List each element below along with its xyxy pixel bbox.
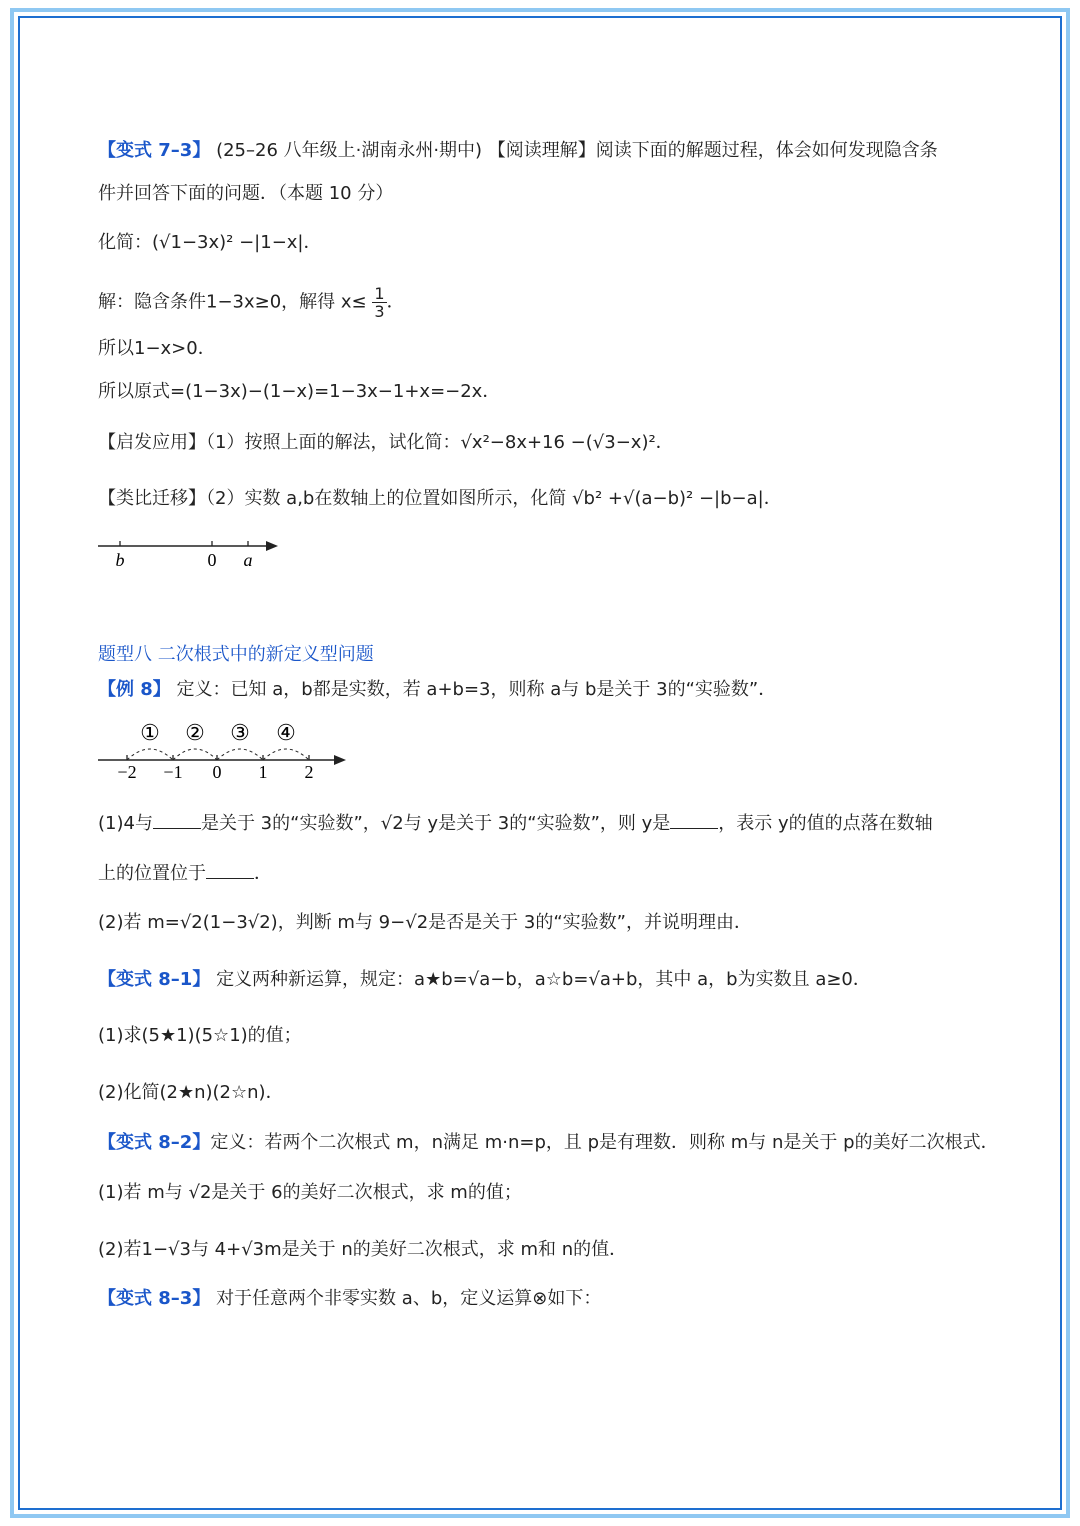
- fraction-one-third: [372, 285, 386, 320]
- v73-apply: 【启发应用】（1）按照上面的解法，试化简：√x²−8x+16 −(√3−x)²．: [98, 432, 674, 453]
- v73-solution: [98, 285, 405, 320]
- q1a-part2: 是关于 3的“实验数”，√2与 y是关于 3的“实验数”，则 y是: [200, 813, 671, 834]
- circled-labels: [140, 720, 296, 745]
- v73-so1: 所以1−x>0．: [98, 338, 216, 359]
- ex8-text: 定义：已知 a，b都是实数，若 a+b=3，则称 a与 b是关于 3的“实验数”．: [176, 679, 777, 700]
- arc-2: [173, 749, 217, 760]
- v73-analog: 【类比迁移】（2）实数 a,b在数轴上的位置如图所示，化简 √b² +√(a−b)² −|b−a|．: [98, 488, 782, 509]
- ex8-q2: (2)若 m=√2(1−3√2)，判断 m与 9−√2是否是关于 3的“实验数”，并说明理由．: [98, 912, 752, 933]
- ex8-q1b: [98, 862, 272, 886]
- v73-tag: 【变式 7–3】: [98, 140, 211, 161]
- tick-label-neg1: −1: [163, 762, 183, 782]
- v81-q2: (2)化简(2★n)(2☆n)．: [98, 1082, 284, 1103]
- axis-arrow: [334, 755, 346, 765]
- v83-line: [98, 1287, 601, 1311]
- v82-q2: (2)若1−√3与 4+√3m是关于 n的美好二次根式，求 m和 n的值．: [98, 1239, 628, 1260]
- v82-tag: 【变式 8–2】: [98, 1132, 211, 1153]
- axis-label-b: b: [115, 550, 125, 570]
- q1a-part1: (1)4与: [98, 813, 153, 834]
- v81-tag: 【变式 8–1】: [98, 969, 211, 990]
- v73-simplify: 化简：(√1−3x)² −|1−x|．: [98, 232, 322, 253]
- v83-tag: 【变式 8–3】: [98, 1288, 211, 1309]
- axis-label-0: 0: [207, 550, 217, 570]
- tick-label-neg2: −2: [117, 762, 137, 782]
- v73-so2: 所以原式=(1−3x)−(1−x)=1−3x−1+x=−2x．: [98, 381, 501, 402]
- v81-text: 定义两种新运算，规定：a★b=√a−b，a☆b=√a+b，其中 a，b为实数且 a≥0．: [216, 969, 871, 990]
- v81-line: [98, 968, 871, 992]
- tick-label-2: 2: [304, 762, 314, 782]
- tick-label-1: 1: [258, 762, 268, 782]
- q1a-part3: ，表示 y的值的点落在数轴: [718, 813, 933, 834]
- q1b-part2: ．: [254, 863, 272, 884]
- v82-text: 定义：若两个二次根式 m，n满足 m·n=p，且 p是有理数．则称 m与 n是关于 p的美好二次根式．: [210, 1132, 999, 1153]
- v73-line2: 件并回答下面的问题．（本题 10 分）: [98, 183, 394, 204]
- axis-arrow: [266, 541, 278, 551]
- v73-line1: (25–26 八年级上·湖南永州·期中) 【阅读理解】阅读下面的解题过程，体会如何发现隐含条: [216, 140, 938, 161]
- v73-sol-suffix: ．: [386, 291, 405, 313]
- blank-2: [670, 814, 718, 829]
- axis-label-a: a: [243, 550, 253, 570]
- v82-q1: (1)若 m与 √2是关于 6的美好二次根式，求 m的值；: [98, 1182, 522, 1203]
- ex8-line: [98, 678, 776, 702]
- v73-header: [98, 139, 938, 163]
- dashed-arcs: [127, 749, 309, 760]
- blank-3: [206, 864, 254, 879]
- circle-label-4: ④: [276, 720, 296, 745]
- fraction-numerator: 1: [374, 284, 385, 303]
- number-line-ab: [96, 533, 286, 573]
- v82-line: [98, 1131, 999, 1155]
- fraction-denominator: 3: [374, 302, 385, 321]
- arc-4: [263, 749, 309, 760]
- blank-1: [153, 814, 201, 829]
- v81-q1: (1)求(5★1)(5☆1)的值；: [98, 1025, 302, 1046]
- circle-label-3: ③: [230, 720, 250, 745]
- circle-label-1: ①: [140, 720, 160, 745]
- number-line-experiment: [96, 716, 356, 782]
- section-heading: 题型八 二次根式中的新定义型问题: [98, 644, 374, 665]
- q1b-part1: 上的位置位于: [98, 863, 206, 884]
- circle-label-2: ②: [185, 720, 205, 745]
- ex8-tag: 【例 8】: [98, 679, 171, 700]
- v83-text: 对于任意两个非零实数 a、b，定义运算⊗如下：: [216, 1288, 602, 1309]
- tick-label-0: 0: [212, 762, 222, 782]
- ex8-q1a: [98, 812, 933, 836]
- v73-sol-prefix: 解：隐含条件1−3x≥0，解得 x≤: [98, 291, 367, 313]
- arc-3: [217, 749, 263, 760]
- arc-1: [127, 749, 173, 760]
